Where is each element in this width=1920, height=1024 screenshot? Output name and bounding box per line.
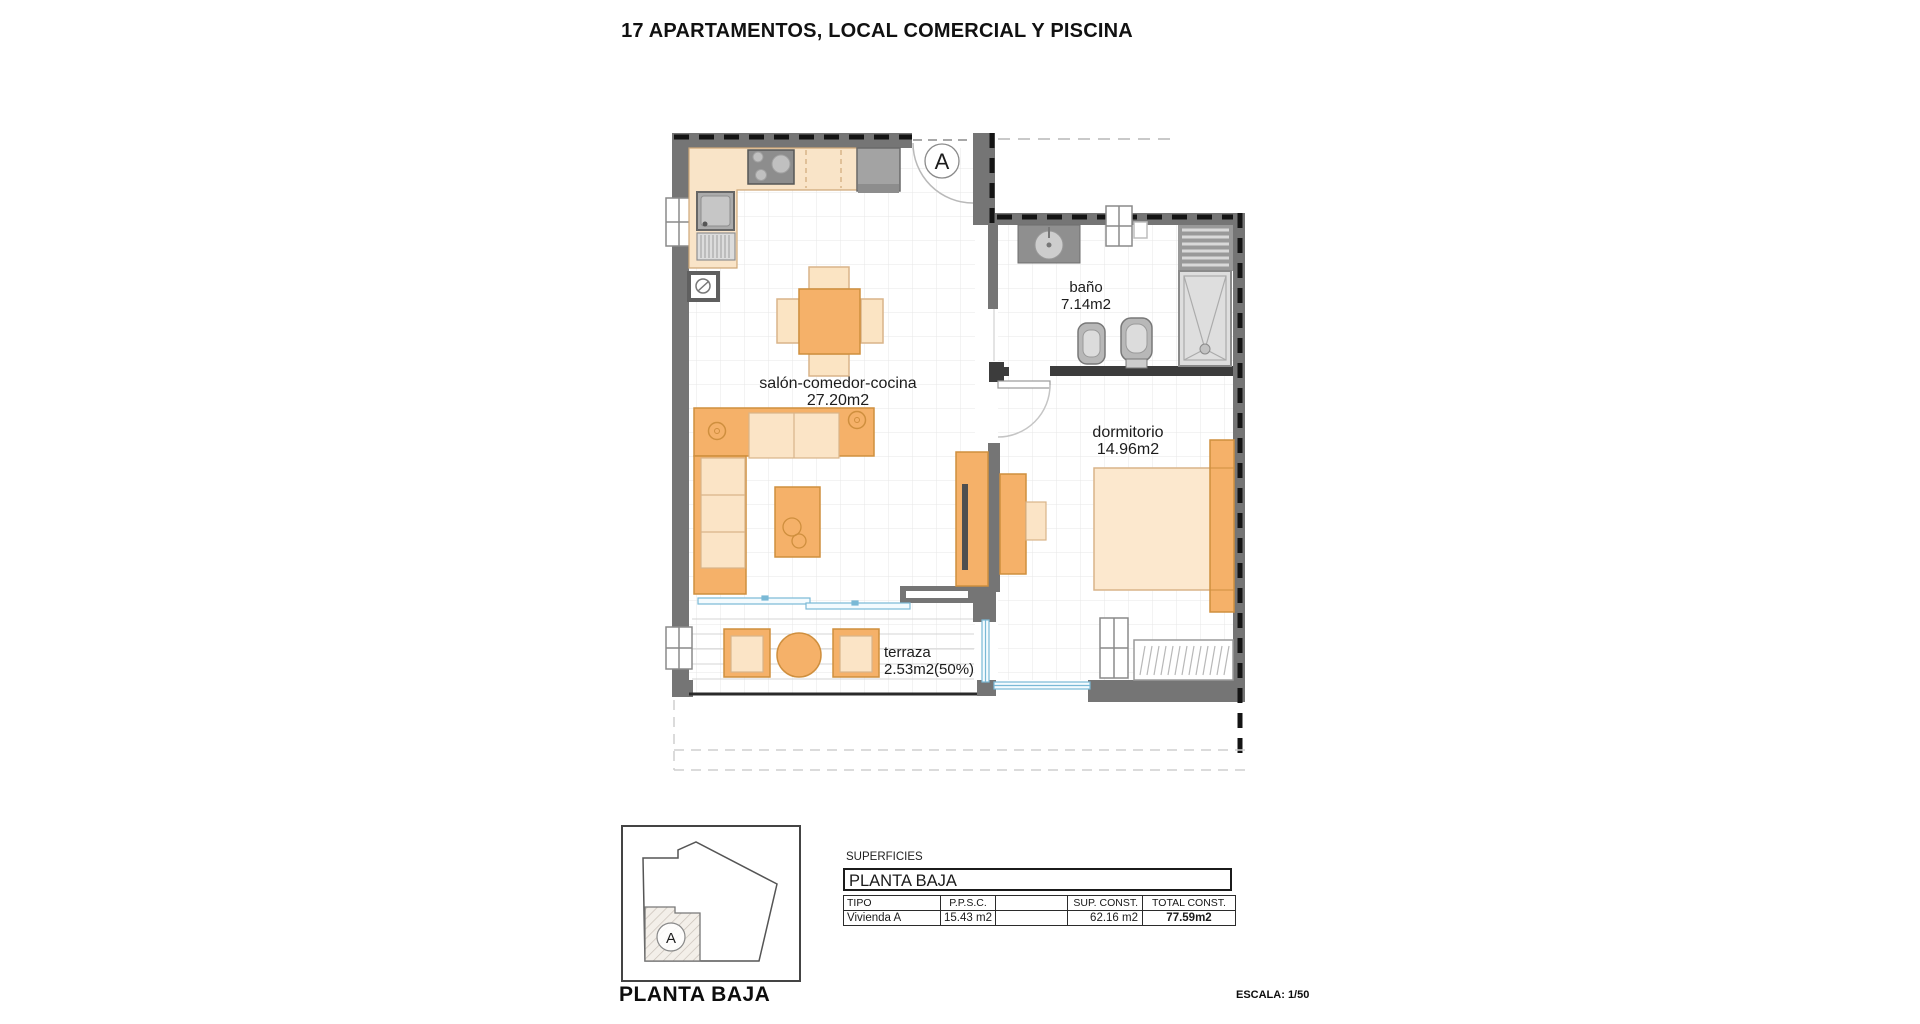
col-header-sup-const: SUP. CONST. [1068, 896, 1143, 911]
wardrobe [1134, 640, 1233, 680]
row-value-blank [996, 911, 1068, 926]
room-area-salon: 27.20m2 [806, 392, 870, 409]
room-label-terraza: terraza [884, 644, 931, 661]
room-label-bano: baño [1069, 279, 1103, 296]
surfaces-table [843, 895, 1236, 926]
unit-marker-letter: A [934, 149, 950, 174]
bedroom-door-leaf [998, 381, 1050, 388]
parcel-dashed-lines [674, 700, 1245, 770]
key-plan-caption: PLANTA BAJA [619, 983, 771, 1006]
kitchen-window [666, 198, 692, 246]
terrace-furniture [724, 629, 879, 677]
scale-label: ESCALA: 1/50 [1236, 989, 1310, 1001]
headboard-nightstands [1210, 440, 1234, 612]
col-header-ppsc: P.P.S.C. [941, 896, 996, 911]
unit-marker [925, 144, 959, 178]
surfaces-caption: SUPERFICIES [846, 851, 923, 863]
surfaces-floor-header: PLANTA BAJA [843, 868, 1232, 891]
room-area-bano: 7.14m2 [1060, 296, 1112, 313]
coffee-table [775, 487, 820, 557]
shower [1178, 225, 1233, 366]
stove [748, 150, 794, 184]
key-plan-unit-letter: A [665, 930, 677, 947]
row-value-total-const: 77.59m2 [1143, 911, 1236, 926]
row-value-tipo: Vivienda A [844, 911, 941, 926]
dining-table [799, 289, 860, 354]
bed [1094, 468, 1212, 590]
bedroom-window [1100, 618, 1128, 678]
washbasin [1018, 225, 1080, 263]
row-value-sup-const: 62.16 m2 [1068, 911, 1143, 926]
col-header-blank [996, 896, 1068, 911]
room-area-dormitorio: 14.96m2 [1096, 441, 1160, 458]
kitchen-sink [697, 192, 734, 230]
room-label-salon: salón-comedor-cocina [759, 375, 917, 392]
toilet [1121, 318, 1152, 368]
tv-screen [962, 484, 968, 570]
key-plan [622, 826, 800, 981]
row-value-ppsc: 15.43 m2 [941, 911, 996, 926]
terrace-window [666, 627, 692, 669]
col-header-total-const: TOTAL CONST. [1143, 896, 1236, 911]
sheet-title: 17 APARTAMENTOS, LOCAL COMERCIAL Y PISCINA [621, 20, 1133, 42]
fridge [857, 148, 900, 193]
room-area-terraza: 2.53m2(50%) [884, 661, 975, 678]
dishwasher [697, 233, 735, 260]
room-label-dormitorio: dormitorio [1092, 424, 1164, 441]
bidet [1078, 323, 1105, 364]
col-header-tipo: TIPO [844, 896, 941, 911]
water-heater [689, 273, 718, 300]
terrace-table [777, 633, 821, 677]
tv-unit [956, 452, 988, 586]
